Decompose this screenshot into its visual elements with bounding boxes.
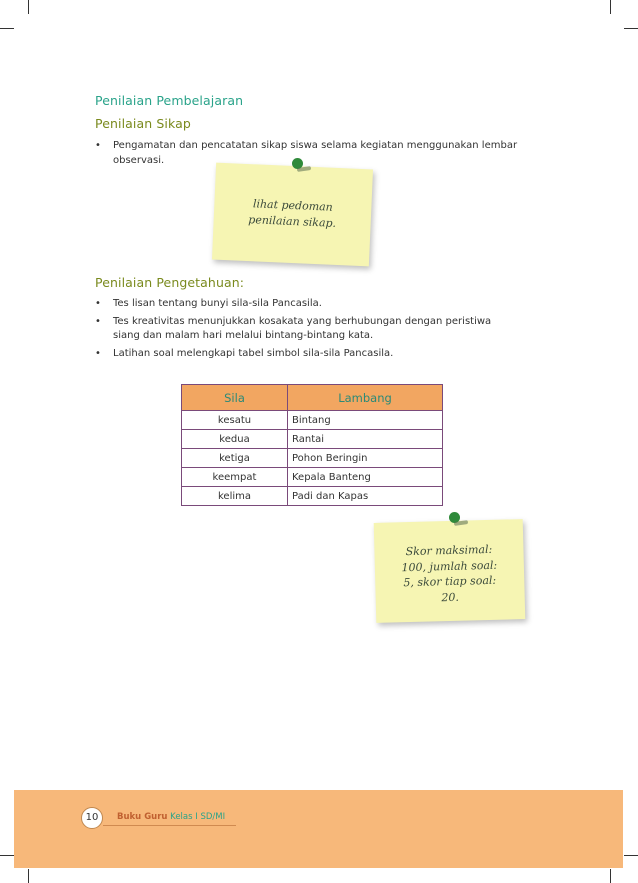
pin-icon [449,512,460,523]
table-row [182,411,443,430]
table-cell: Rantai [288,430,443,449]
sila-table [181,384,443,506]
pengetahuan-heading: Penilaian Pengetahuan: [95,275,245,290]
list-item: • Latihan soal melengkapi tabel simbol sila-sila Pancasila. [95,347,394,359]
footer-rule [103,825,236,826]
table-row [182,449,443,468]
table-cell: kesatu [182,411,288,430]
pengetahuan-list [95,297,545,364]
table-row [182,468,443,487]
table-cell: ketiga [182,449,288,468]
note-line: penilaian sikap. [248,213,337,230]
list-item: • Pengamatan dan pencatatan sikap siswa selama kegiatan menggunakan lembar observasi. [95,140,518,166]
column-header-sila: Sila [182,385,288,411]
table-cell: Bintang [288,411,443,430]
list-item: • Tes lisan tentang bunyi sila-sila Pancasila. [95,298,322,309]
book-title: Buku Guru Kelas I SD/MI [117,812,226,822]
table-cell: Kepala Banteng [288,468,443,487]
table-cell: Pohon Beringin [288,449,443,468]
table-row [182,430,443,449]
page-number: 10 [81,807,103,829]
section-title: Penilaian Pembelajaran [95,93,244,108]
table-header-row [182,385,443,411]
column-header-lambang: Lambang [288,385,443,411]
table-cell: kelima [182,487,288,506]
sticky-note-sikap [212,163,373,267]
note-line: 100, jumlah soal: [401,558,498,574]
table-cell: Padi dan Kapas [288,487,443,506]
note-line: 20. [441,590,460,604]
note-line: lihat pedoman [252,197,334,214]
note-line: 5, skor tiap soal: [403,573,497,590]
table-cell: kedua [182,430,288,449]
table-row [182,487,443,506]
table-cell: keempat [182,468,288,487]
note-line: Skor maksimal: [405,542,493,559]
pin-icon [292,158,303,169]
sticky-note-skor [374,519,526,623]
footer-band [14,790,623,868]
sikap-heading: Penilaian Sikap [95,116,191,131]
list-item: • Tes kreativitas menunjukkan kosakata yang berhubungan dengan peristiwa siang dan malam hari melalui bintang-bintang kata. [95,315,492,341]
